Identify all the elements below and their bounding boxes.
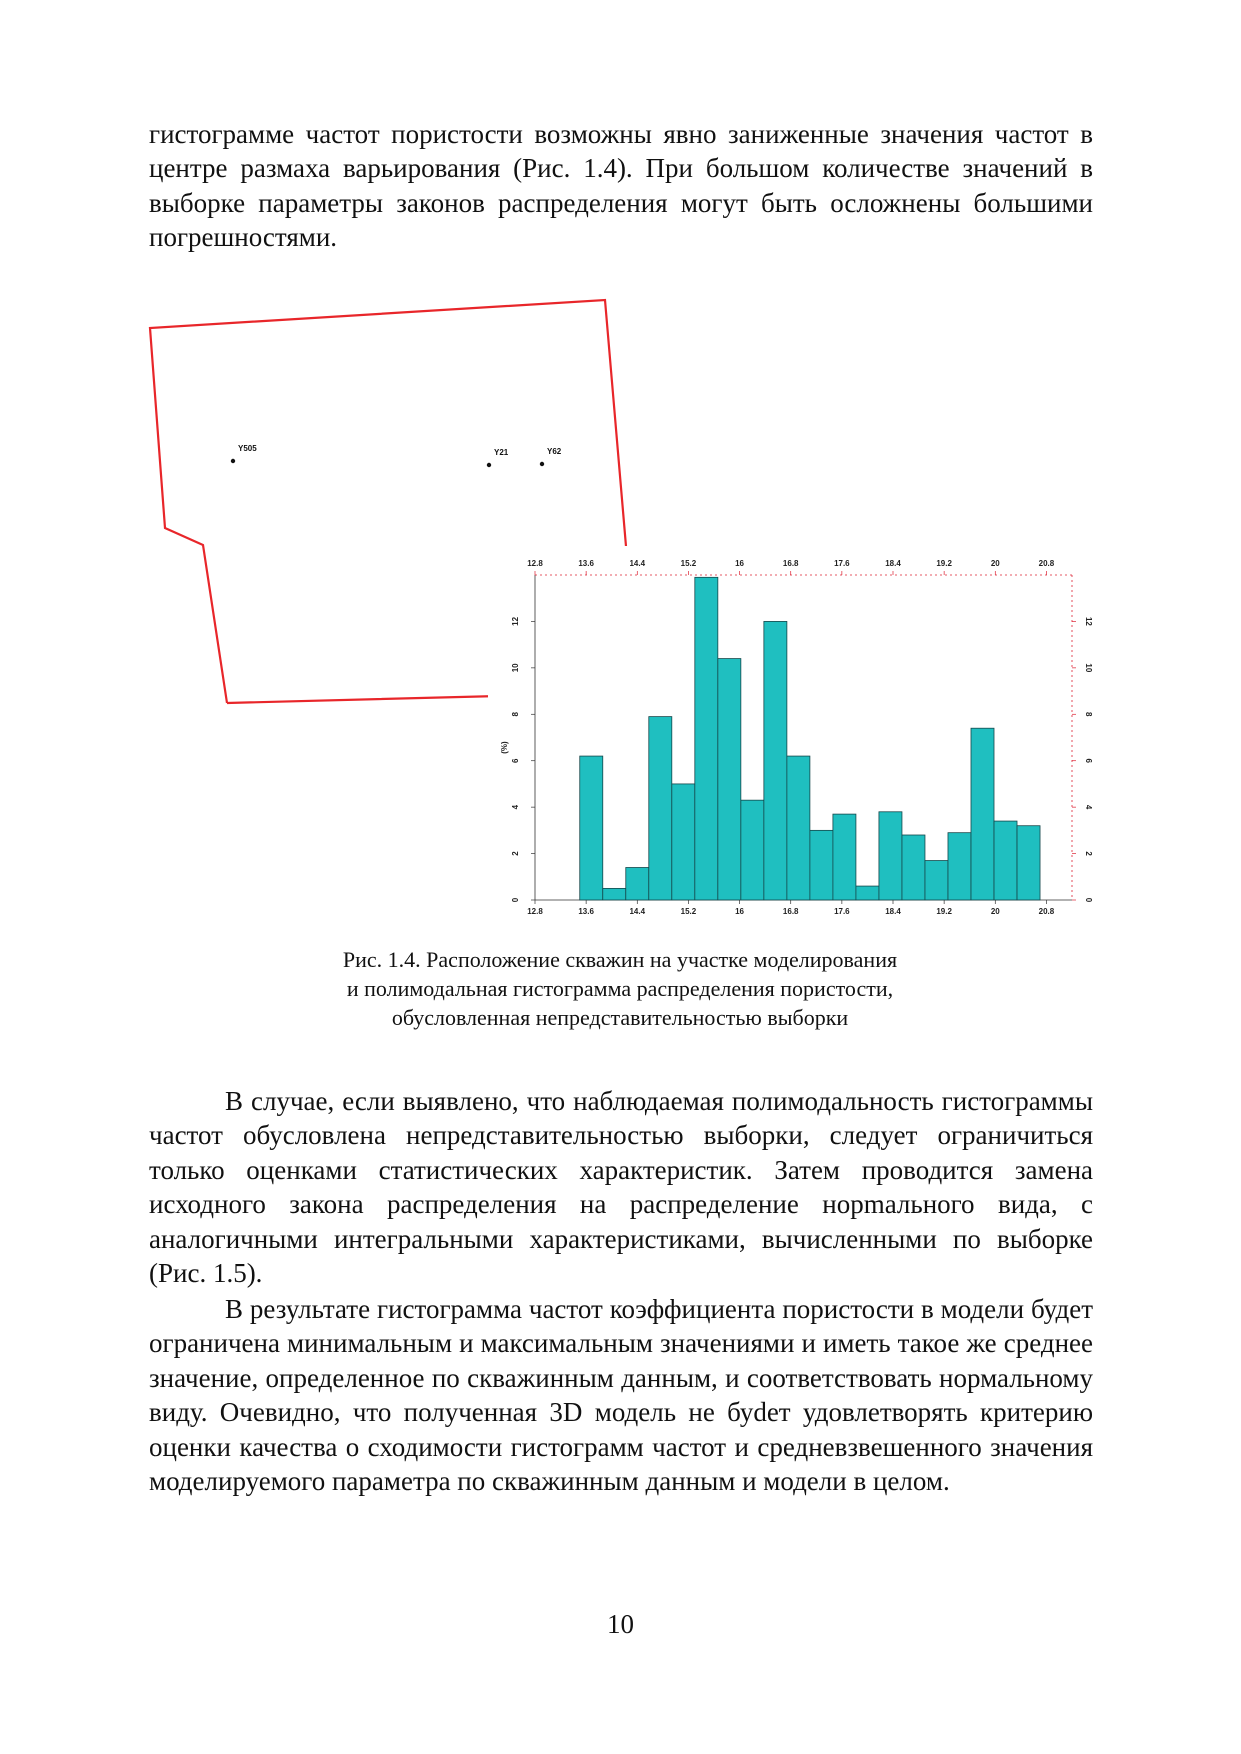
y-tick-label-right: 12 <box>1084 616 1093 626</box>
y-tick-label-right: 8 <box>1084 712 1093 717</box>
well-marker <box>231 444 257 463</box>
histogram-bar <box>649 717 672 900</box>
y-tick-label: 2 <box>511 851 520 856</box>
histogram-bar <box>764 621 787 900</box>
x-tick-label-top: 15.2 <box>680 559 697 568</box>
x-tick-label: 20.8 <box>1038 907 1055 916</box>
y-tick-label-right: 2 <box>1084 851 1093 856</box>
paragraph-result: В результате гистограмма частот коэффициента пористости в модели будет ограничена минимальным и максимальным значениями и иметь такое же среднее значение, определенное по скважинным данным, и соответствовать нормальному виду. Очевидно, что полученная 3D модель не буdет удовлетворять критерию оценки качества о сходимости гистограмм частот и средневзвешенного значения моделируемого параметра по скважинным данным и модели в целом. <box>149 1294 1093 1497</box>
histogram-bar <box>971 728 994 900</box>
histogram-bar <box>833 814 856 900</box>
x-tick-label: 12.8 <box>527 907 543 916</box>
x-tick-label-top: 14.4 <box>629 559 646 568</box>
x-tick-label: 16 <box>735 907 745 916</box>
histogram-bar <box>672 784 695 900</box>
x-tick-label: 15.2 <box>680 907 697 916</box>
y-tick-label: 4 <box>511 804 520 810</box>
x-tick-label-top: 20 <box>990 559 1000 568</box>
histogram-bar <box>810 830 833 900</box>
y-tick-label: 12 <box>511 616 520 626</box>
x-tick-label: 17.6 <box>834 907 850 916</box>
histogram-bar <box>925 861 948 900</box>
y-tick-label: 0 <box>511 897 520 903</box>
x-tick-label-top: 16 <box>735 559 745 568</box>
x-tick-label-top: 12.8 <box>527 559 543 568</box>
histogram-bar <box>994 821 1017 900</box>
histogram-bar <box>626 868 649 901</box>
well-label: Y505 <box>238 444 257 453</box>
y-tick-label-right: 10 <box>1084 663 1093 673</box>
y-axis-label: (%) <box>500 741 509 754</box>
y-tick-label-right: 0 <box>1084 897 1093 903</box>
well-marker <box>540 447 562 466</box>
histogram-bar <box>1017 826 1040 900</box>
paragraph-polymodality: В случае, если выявлено, что наблюдаемая полимодальность гистограммы частот обусловлена непредставительностью выборки, следует ограничиться только оценками статистических характеристик. Затем проводится замена исходного закона распределения на распределение норmального вида, с аналогичными интегральными характеристиками, вычисленными по выборке (Рис. 1.5). <box>149 1086 1093 1289</box>
y-tick-label: 6 <box>511 758 520 763</box>
caption-line-2: и полимодальная гистограмма распределения пористости, <box>346 976 894 1001</box>
x-tick-label: 18.4 <box>885 907 901 916</box>
x-tick-label: 16.8 <box>782 907 799 916</box>
histogram-bar <box>879 812 902 900</box>
histogram-bar <box>948 833 971 900</box>
x-tick-label-top: 16.8 <box>782 559 799 568</box>
y-tick-label: 8 <box>511 712 520 717</box>
well-marker <box>487 448 509 467</box>
paragraph-intro: гистограмме частот пористости возможны явно заниженные значения частот в центре размаха варьирования (Рис. 1.4). При большом количестве значений в выборке параметры законов распределения могут быть осложнены большими погрешностями. <box>149 119 1093 253</box>
y-tick-label: 10 <box>511 663 520 673</box>
y-tick-label-right: 6 <box>1084 758 1093 763</box>
well-label: Y21 <box>494 448 509 457</box>
porosity-histogram <box>488 546 1093 916</box>
x-tick-label-top: 19.2 <box>936 559 952 568</box>
histogram-bar <box>902 835 925 900</box>
well-label: Y62 <box>547 447 562 456</box>
x-tick-label-top: 18.4 <box>885 559 901 568</box>
y-tick-label-right: 4 <box>1084 804 1093 810</box>
caption-line-3: обусловленная непредставительностью выборки <box>391 1005 849 1030</box>
figure-caption <box>240 945 1000 1032</box>
x-tick-label: 13.6 <box>578 907 594 916</box>
x-tick-label-top: 20.8 <box>1038 559 1055 568</box>
histogram-bar <box>603 888 626 900</box>
page-number: 10 <box>607 1609 634 1639</box>
histogram-bar <box>580 756 603 900</box>
x-tick-label: 19.2 <box>936 907 952 916</box>
histogram-bar <box>718 659 741 900</box>
x-tick-label-top: 17.6 <box>834 559 850 568</box>
histogram-bar <box>787 756 810 900</box>
x-tick-label: 14.4 <box>629 907 646 916</box>
histogram-bar <box>695 577 718 900</box>
x-tick-label: 20 <box>990 907 1000 916</box>
histogram-bar <box>741 800 764 900</box>
caption-line-1: Рис. 1.4. Расположение скважин на участке моделирования <box>342 947 898 972</box>
x-tick-label-top: 13.6 <box>578 559 594 568</box>
histogram-bar <box>856 886 879 900</box>
